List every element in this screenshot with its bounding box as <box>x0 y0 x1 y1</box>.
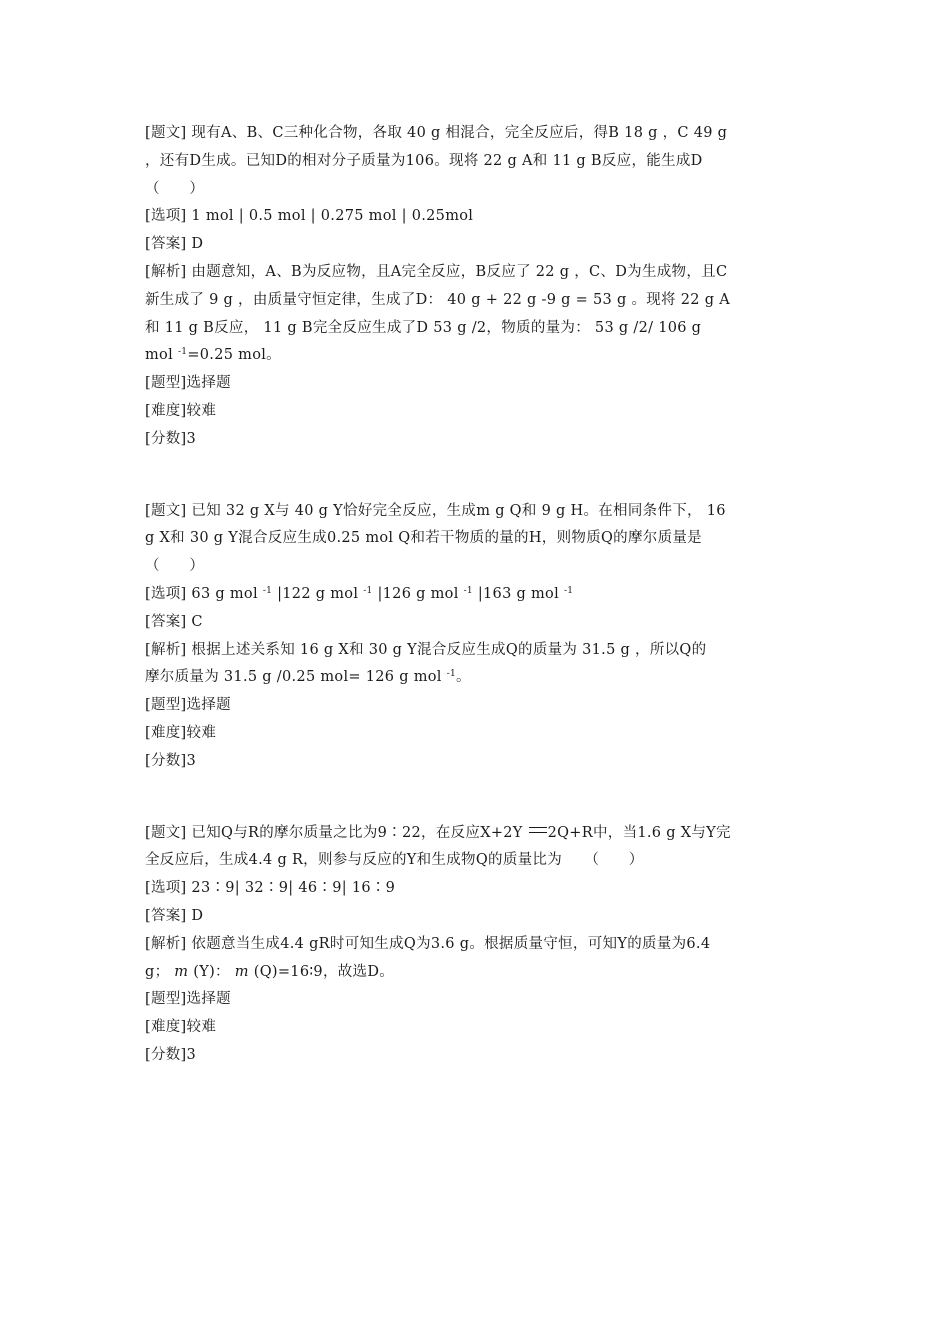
option-text: |126 g mol <box>372 585 464 602</box>
reaction-equals-sign <box>529 827 547 833</box>
option-text: |163 g mol <box>472 585 564 602</box>
question-analysis <box>145 959 810 987</box>
question-1 <box>145 120 810 454</box>
analysis-text: 摩尔质量为 31.5 g /0.25 mol= 126 g mol <box>145 669 447 686</box>
question-3 <box>145 820 810 1070</box>
question-options: [选项] 1 mol | 0.5 mol | 0.275 mol | 0.25mol <box>145 208 474 225</box>
question-stem: ，还有D生成。已知D的相对分子质量为106。现将 22 g A和 11 g B反应，能生成D <box>145 152 703 169</box>
superscript: -1 <box>563 585 574 596</box>
analysis-text: (Q)=16∶9，故选D。 <box>248 963 395 980</box>
option-text: [选项] 63 g mol <box>145 585 263 602</box>
question-analysis: 新生成了 9 g ，由质量守恒定律，生成了D： 40 g + 22 g -9 g = 53 g 。现将 22 g A <box>145 291 730 308</box>
question-analysis <box>145 342 810 370</box>
question-score: [分数]3 <box>145 752 197 769</box>
question-type: [题型]选择题 <box>145 375 231 392</box>
superscript: -1 <box>262 585 273 596</box>
question-2 <box>145 498 810 776</box>
analysis-text: mol <box>145 347 178 364</box>
analysis-text: =0.25 mol。 <box>187 347 281 364</box>
question-analysis: 和 11 g B反应， 11 g B完全反应生成了D 53 g /2，物质的量为： 53 g /2/ 106 g <box>145 319 702 336</box>
question-difficulty: [难度]较难 <box>145 1019 217 1036</box>
question-type: [题型]选择题 <box>145 697 231 714</box>
question-answer: [答案] D <box>145 907 204 924</box>
question-difficulty: [难度]较难 <box>145 402 217 419</box>
question-analysis: [解析] 根据上述关系知 16 g X和 30 g Y混合反应生成Q的质量为 31.5 g ，所以Q的 <box>145 641 707 658</box>
stem-text: 2Q+R中，当1.6 g X与Y完 <box>547 824 731 841</box>
superscript: -1 <box>446 669 457 680</box>
option-text: |122 g mol <box>272 585 364 602</box>
question-stem: 全反应后，生成4.4 g R，则参与反应的Y和生成物Q的质量比为 （ ） <box>145 852 644 869</box>
question-type: [题型]选择题 <box>145 991 231 1008</box>
analysis-text: 。 <box>456 669 471 686</box>
question-answer: [答案] C <box>145 613 203 630</box>
italic-symbol: m <box>174 963 189 980</box>
question-stem: [题文] 已知 32 g X与 40 g Y恰好完全反应，生成m g Q和 9 g H。在相同条件下， 16 <box>145 502 726 519</box>
question-score: [分数]3 <box>145 1046 197 1063</box>
question-stem <box>145 820 810 848</box>
question-stem: [题文] 现有A、B、C三种化合物，各取 40 g 相混合，完全反应后，得B 18 g ，C 49 g <box>145 125 728 141</box>
superscript: -1 <box>363 585 373 596</box>
analysis-text: (Y)： <box>188 963 235 980</box>
stem-text: [题文] 已知Q与R的摩尔质量之比为9∶22，在反应X+2Y <box>145 824 528 841</box>
superscript: -1 <box>463 585 473 596</box>
question-answer: [答案] D <box>145 236 204 253</box>
question-options: [选项] 23∶9| 32∶9| 46∶9| 16∶9 <box>145 880 396 897</box>
question-score: [分数]3 <box>145 430 197 447</box>
question-stem: （ ） <box>145 558 205 575</box>
question-stem: g X和 30 g Y混合反应生成0.25 mol Q和若干物质的量的H，则物质Q的摩尔质量是 <box>145 530 702 547</box>
question-difficulty: [难度]较难 <box>145 724 217 741</box>
question-options <box>145 581 810 609</box>
analysis-text: g； <box>145 963 175 980</box>
superscript: -1 <box>177 347 188 358</box>
question-analysis: [解析] 依题意当生成4.4 gR时可知生成Q为3.6 g。根据质量守恒，可知Y的质量为6.4 <box>145 935 711 952</box>
question-analysis <box>145 664 810 692</box>
question-analysis: [解析] 由题意知，A、B为反应物，且A完全反应，B反应了 22 g ，C、D为生成物，且C <box>145 263 728 280</box>
document-page <box>145 120 810 1114</box>
italic-symbol: m <box>234 963 249 980</box>
question-stem: （ ） <box>145 180 205 197</box>
